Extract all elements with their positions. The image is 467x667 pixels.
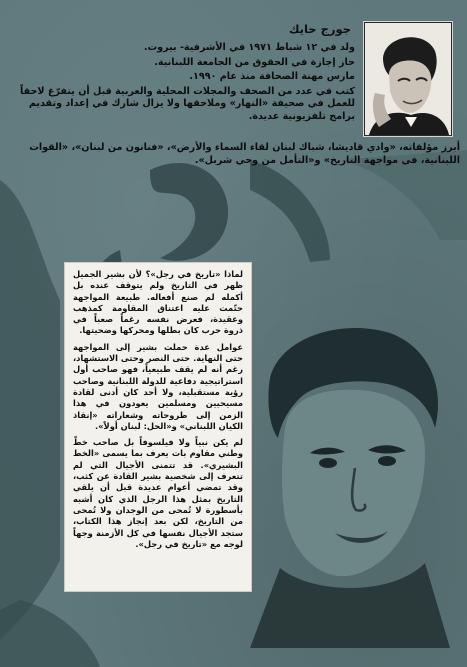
bio-career: كتب في عدد من الصحف والمجلات المحلية والعربية قبل أن يتفرّغ لاحقاً للعمل في صحيفة «النهار» وملاحقها ولا يزال شارك في إعداد وتقديم برامج تلفزيونية عديدة.	[20, 85, 355, 122]
synopsis-paragraph-2: عوامل عدة حملت بشير إلى المواجهة حتى النهاية. حتى النصر وحتى الاستشهاد، رغم أنه لم يقف طبيعياً، فهو صاحب أول استراتيجية دفاعية للدولة اللبنانية وصاحب رؤية مستقبلية، ولا أحد كان أدنى لقادة مسيحيين ومسلمين يعودون في هذا الزمن إلى طروحاته وشعاراته «إنقاذ الكيان اللبناني» و«الحل: لبنان أولاً».	[73, 341, 243, 431]
background-shape-bottom	[0, 600, 100, 667]
background-shape-stroke	[250, 160, 330, 262]
background-shape-left	[0, 180, 60, 640]
young-portrait-graphic	[240, 318, 450, 648]
author-name: جورج حايك	[288, 22, 351, 36]
book-synopsis-box	[64, 262, 252, 592]
bio-education: حاز إجازة في الحقوق من الجامعة اللبنانية.	[154, 56, 355, 68]
synopsis-paragraph-3: لم يكن نبياً ولا فيلسوفاً بل صاحب خطّ وطني مقاوم بات يعرف بما يسمى «الخط البشيري». قد تتمنى الأجيال التي لم تتعرف إلى شخصية بشير القادة عن كثب، وقد تمضي أعوام عديدة قبل أن يلقي التاريخ بمثل هذا الرجل الذي كان أشبه بأسطورة لا تُمحى من الوجدان ولا تُمحى من التاريخ، لكن بعد إنجاز هذا الكتاب، ستجد الأجيال نفسها في كل الأزمنة وجهاً لوجه مع «تاريخ في رجل».	[73, 437, 243, 549]
bio-career-start: مارس مهنة الصحافة منذ عام ١٩٩٠.	[189, 71, 355, 82]
author-photo-image	[365, 23, 451, 135]
synopsis-paragraph-1: لماذا «تاريخ في رجل»؟ لأن بشير الجميل ظهر في التاريخ ولم يتوقف عنده بل أكمله لم صنع أفعاله. طبيعة المواجهة حتّمت عليه اعتناق المقاومة كمذهب وعقيدة، فعرض نفسه رغماً صعباً في ذروة حرب كان بطلها ومحركها وضحيتها.	[73, 269, 243, 336]
author-bio	[10, 42, 355, 125]
bio-birth: ولد في ١٢ شباط ١٩٧١ في الأشرفية- بيروت.	[143, 42, 355, 53]
background-shape-swirl	[150, 163, 228, 261]
author-photo	[364, 22, 452, 136]
author-works: أبرز مؤلفاته، «وادي قاديشا، شباك لبنان لقاء السماء والأرض»، «فنانون من لبنان»، «القوات اللبنانية، في مواجهة التاريخ» و«التأمل من وحي شربل».	[29, 142, 460, 166]
